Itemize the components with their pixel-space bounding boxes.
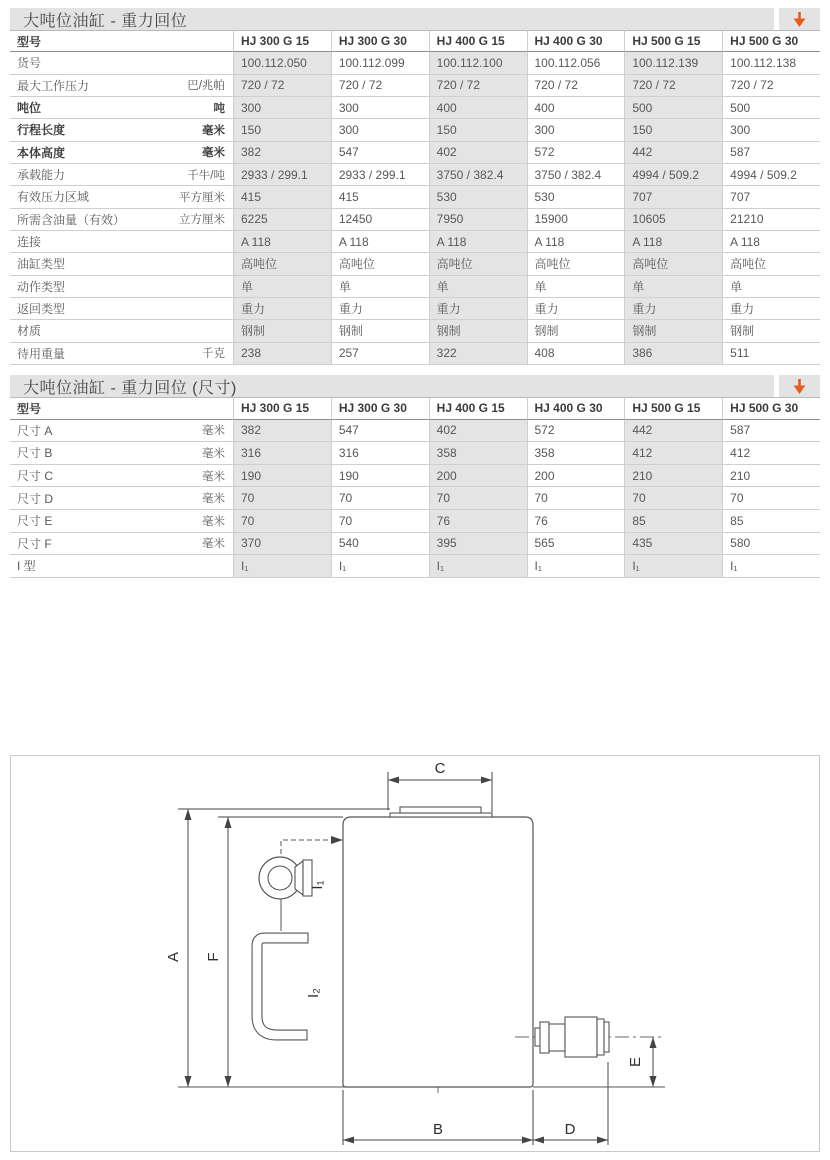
column-header-model: 型号	[10, 397, 233, 420]
cylinder-body	[343, 817, 533, 1087]
value-cell: 370	[233, 533, 331, 556]
value-cell: 15900	[527, 209, 625, 231]
spec-table	[10, 30, 820, 365]
dim-label-A: A	[165, 951, 182, 963]
value-cell: 415	[331, 186, 429, 208]
value-cell: 单	[527, 276, 625, 298]
value-cell: 572	[527, 420, 625, 443]
row-label: 连接	[17, 235, 42, 250]
value-cell: 4994 / 509.2	[722, 164, 820, 186]
value-cell: 400	[429, 97, 527, 119]
value-cell: 395	[429, 533, 527, 556]
value-cell: 580	[722, 533, 820, 556]
row-label: 动作类型	[17, 279, 66, 294]
value-cell: 7950	[429, 209, 527, 231]
value-cell: 587	[722, 420, 820, 443]
value-cell: A 118	[624, 231, 722, 253]
row-label: 尺寸 E	[17, 514, 53, 529]
value-cell: 钢制	[233, 320, 331, 342]
row-label-cell	[10, 343, 233, 365]
value-cell: 442	[624, 142, 722, 164]
row-label: 承载能力	[17, 168, 66, 183]
value-cell: 100.112.138	[722, 52, 820, 74]
value-cell: 单	[429, 276, 527, 298]
row-label-cell	[10, 420, 233, 443]
column-header: HJ 300 G 30	[331, 397, 429, 420]
value-cell: A 118	[722, 231, 820, 253]
value-cell: I₁	[429, 555, 527, 578]
value-cell: 70	[624, 487, 722, 510]
value-cell: 382	[233, 142, 331, 164]
value-cell: I₁	[233, 555, 331, 578]
value-cell: 重力	[331, 298, 429, 320]
table2-titlebar	[10, 375, 820, 397]
value-cell: 707	[722, 186, 820, 208]
row-label: 本体高度	[17, 145, 66, 160]
dim-label-E: E	[627, 1056, 644, 1068]
value-cell: 720 / 72	[233, 75, 331, 97]
column-header: HJ 500 G 15	[624, 397, 722, 420]
down-arrow-icon	[792, 11, 807, 28]
column-header: HJ 400 G 15	[429, 397, 527, 420]
row-label-cell	[10, 142, 233, 164]
value-cell: 720 / 72	[722, 75, 820, 97]
value-cell: 547	[331, 420, 429, 443]
value-cell: 重力	[722, 298, 820, 320]
value-cell: 402	[429, 142, 527, 164]
value-cell: 重力	[624, 298, 722, 320]
value-cell: 572	[527, 142, 625, 164]
value-cell: 442	[624, 420, 722, 443]
value-cell: 300	[331, 119, 429, 141]
table1-title-area	[10, 8, 774, 30]
column-header: HJ 300 G 15	[233, 397, 331, 420]
value-cell: 300	[331, 97, 429, 119]
dim-label-B: B	[432, 1121, 444, 1138]
dim-label-D: D	[564, 1121, 576, 1138]
row-label: 尺寸 A	[17, 423, 53, 438]
value-cell: 高吨位	[331, 253, 429, 275]
value-cell: 500	[722, 97, 820, 119]
row-label-cell	[10, 487, 233, 510]
value-cell: 2933 / 299.1	[233, 164, 331, 186]
column-header-model: 型号	[10, 30, 233, 52]
row-label: 尺寸 F	[17, 536, 52, 551]
value-cell: 511	[722, 343, 820, 365]
row-label: I 型	[17, 559, 36, 574]
value-cell: 358	[429, 442, 527, 465]
value-cell: 钢制	[624, 320, 722, 342]
value-cell: 200	[527, 465, 625, 488]
value-cell: 重力	[429, 298, 527, 320]
value-cell: 210	[624, 465, 722, 488]
row-label: 所需含油量（有效）	[17, 212, 126, 227]
value-cell: 565	[527, 533, 625, 556]
row-label-cell	[10, 119, 233, 141]
row-label-cell	[10, 52, 233, 74]
value-cell: 150	[233, 119, 331, 141]
row-label: 吨位	[17, 101, 42, 116]
value-cell: 382	[233, 420, 331, 443]
row-label-cell	[10, 465, 233, 488]
value-cell: 钢制	[331, 320, 429, 342]
row-unit: 千牛/吨	[187, 169, 225, 182]
row-label: 待用重量	[17, 346, 66, 361]
row-unit: 毫米	[202, 425, 225, 438]
value-cell: 400	[527, 97, 625, 119]
dimension-table	[10, 397, 820, 578]
value-cell: 530	[429, 186, 527, 208]
saddle-top-plate	[400, 807, 481, 813]
dimension-table-section	[10, 375, 820, 578]
value-cell: 316	[331, 442, 429, 465]
table2-title-area	[10, 375, 774, 397]
cylinder-dimension-diagram	[10, 755, 820, 1152]
value-cell: 单	[624, 276, 722, 298]
value-cell: 70	[429, 487, 527, 510]
row-label-cell	[10, 320, 233, 342]
row-label: 尺寸 D	[17, 491, 54, 506]
value-cell: 300	[527, 119, 625, 141]
row-unit: 毫米	[202, 447, 225, 460]
value-cell: 钢制	[722, 320, 820, 342]
row-label: 返回类型	[17, 302, 66, 317]
value-cell: 12450	[331, 209, 429, 231]
row-label: 行程长度	[17, 123, 66, 138]
row-label-cell	[10, 231, 233, 253]
column-header: HJ 300 G 30	[331, 30, 429, 52]
value-cell: 720 / 72	[429, 75, 527, 97]
row-label: 有效压力区域	[17, 190, 90, 205]
value-cell: 190	[233, 465, 331, 488]
value-cell: 547	[331, 142, 429, 164]
value-cell: 2933 / 299.1	[331, 164, 429, 186]
value-cell: 76	[429, 510, 527, 533]
value-cell: 720 / 72	[527, 75, 625, 97]
value-cell: 587	[722, 142, 820, 164]
row-unit: 千克	[202, 348, 225, 361]
row-unit: 立方厘米	[179, 214, 225, 227]
column-header: HJ 300 G 15	[233, 30, 331, 52]
value-cell: 3750 / 382.4	[429, 164, 527, 186]
row-unit: 毫米	[202, 124, 225, 137]
value-cell: 100.112.139	[624, 52, 722, 74]
value-cell: I₁	[722, 555, 820, 578]
table2-title: 大吨位油缸 - 重力回位 (尺寸)	[23, 379, 237, 397]
value-cell: 85	[722, 510, 820, 533]
row-unit: 毫米	[202, 147, 225, 160]
value-cell: 重力	[233, 298, 331, 320]
row-label: 尺寸 B	[17, 446, 53, 461]
row-label-cell	[10, 555, 233, 578]
row-label-cell	[10, 276, 233, 298]
value-cell: 70	[527, 487, 625, 510]
value-cell: 435	[624, 533, 722, 556]
value-cell: 重力	[527, 298, 625, 320]
value-cell: 70	[722, 487, 820, 510]
value-cell: A 118	[527, 231, 625, 253]
value-cell: I₁	[527, 555, 625, 578]
value-cell: A 118	[429, 231, 527, 253]
label-i1: I₁	[309, 880, 326, 890]
row-unit: 毫米	[202, 538, 225, 551]
value-cell: 高吨位	[624, 253, 722, 275]
download-icon[interactable]	[779, 8, 820, 30]
value-cell: 单	[233, 276, 331, 298]
value-cell: 高吨位	[429, 253, 527, 275]
value-cell: 412	[722, 442, 820, 465]
value-cell: 200	[429, 465, 527, 488]
value-cell: 150	[429, 119, 527, 141]
value-cell: 单	[331, 276, 429, 298]
value-cell: 720 / 72	[331, 75, 429, 97]
row-label-cell	[10, 253, 233, 275]
column-header: HJ 400 G 30	[527, 397, 625, 420]
lifting-eye	[259, 857, 312, 899]
download-icon[interactable]	[779, 375, 820, 397]
value-cell: 高吨位	[722, 253, 820, 275]
value-cell: 100.112.100	[429, 52, 527, 74]
value-cell: 300	[722, 119, 820, 141]
row-label-cell	[10, 510, 233, 533]
down-arrow-icon	[792, 378, 807, 395]
value-cell: 415	[233, 186, 331, 208]
row-label: 材质	[17, 324, 42, 339]
value-cell: I₁	[624, 555, 722, 578]
value-cell: A 118	[233, 231, 331, 253]
value-cell: 358	[527, 442, 625, 465]
value-cell: 6225	[233, 209, 331, 231]
value-cell: 高吨位	[233, 253, 331, 275]
dim-label-C: C	[434, 760, 446, 777]
value-cell: 70	[233, 510, 331, 533]
value-cell: 500	[624, 97, 722, 119]
diagram-svg	[10, 755, 820, 1152]
table1-titlebar	[10, 8, 820, 30]
row-label-cell	[10, 442, 233, 465]
value-cell: 100.112.056	[527, 52, 625, 74]
hydraulic-coupling	[535, 1017, 609, 1057]
row-unit: 毫米	[202, 493, 225, 506]
row-unit: 巴/兆帕	[187, 80, 225, 93]
value-cell: 386	[624, 343, 722, 365]
row-unit: 平方厘米	[179, 191, 225, 204]
value-cell: 85	[624, 510, 722, 533]
row-label-cell	[10, 164, 233, 186]
value-cell: 70	[233, 487, 331, 510]
row-label-cell	[10, 298, 233, 320]
value-cell: 210	[722, 465, 820, 488]
column-header: HJ 500 G 15	[624, 30, 722, 52]
row-label: 尺寸 C	[17, 469, 54, 484]
row-label: 货号	[17, 56, 42, 71]
value-cell: 530	[527, 186, 625, 208]
value-cell: 322	[429, 343, 527, 365]
row-label-cell	[10, 186, 233, 208]
value-cell: 100.112.099	[331, 52, 429, 74]
row-label: 最大工作压力	[17, 78, 90, 93]
value-cell: 412	[624, 442, 722, 465]
row-label-cell	[10, 209, 233, 231]
value-cell: 238	[233, 343, 331, 365]
table1-title: 大吨位油缸 - 重力回位	[23, 12, 188, 30]
row-unit: 毫米	[202, 470, 225, 483]
value-cell: 高吨位	[527, 253, 625, 275]
column-header: HJ 400 G 30	[527, 30, 625, 52]
value-cell: 316	[233, 442, 331, 465]
dim-label-F: F	[205, 952, 222, 962]
row-label: 油缸类型	[17, 257, 66, 272]
value-cell: 钢制	[527, 320, 625, 342]
saddle-base-plate	[390, 813, 492, 817]
value-cell: 257	[331, 343, 429, 365]
row-label-cell	[10, 97, 233, 119]
row-unit: 吨	[213, 102, 225, 115]
column-header: HJ 400 G 15	[429, 30, 527, 52]
row-label-cell	[10, 75, 233, 97]
label-i2: I₂	[305, 988, 322, 998]
value-cell: A 118	[331, 231, 429, 253]
row-unit: 毫米	[202, 515, 225, 528]
value-cell: 70	[331, 487, 429, 510]
column-header: HJ 500 G 30	[722, 397, 820, 420]
spec-table-section	[10, 8, 820, 365]
value-cell: 21210	[722, 209, 820, 231]
value-cell: 540	[331, 533, 429, 556]
value-cell: 钢制	[429, 320, 527, 342]
row-label-cell	[10, 533, 233, 556]
value-cell: 408	[527, 343, 625, 365]
value-cell: 70	[331, 510, 429, 533]
column-header: HJ 500 G 30	[722, 30, 820, 52]
value-cell: I₁	[331, 555, 429, 578]
value-cell: 100.112.050	[233, 52, 331, 74]
value-cell: 76	[527, 510, 625, 533]
value-cell: 720 / 72	[624, 75, 722, 97]
value-cell: 150	[624, 119, 722, 141]
value-cell: 3750 / 382.4	[527, 164, 625, 186]
value-cell: 10605	[624, 209, 722, 231]
value-cell: 190	[331, 465, 429, 488]
value-cell: 单	[722, 276, 820, 298]
value-cell: 4994 / 509.2	[624, 164, 722, 186]
value-cell: 402	[429, 420, 527, 443]
value-cell: 707	[624, 186, 722, 208]
value-cell: 300	[233, 97, 331, 119]
